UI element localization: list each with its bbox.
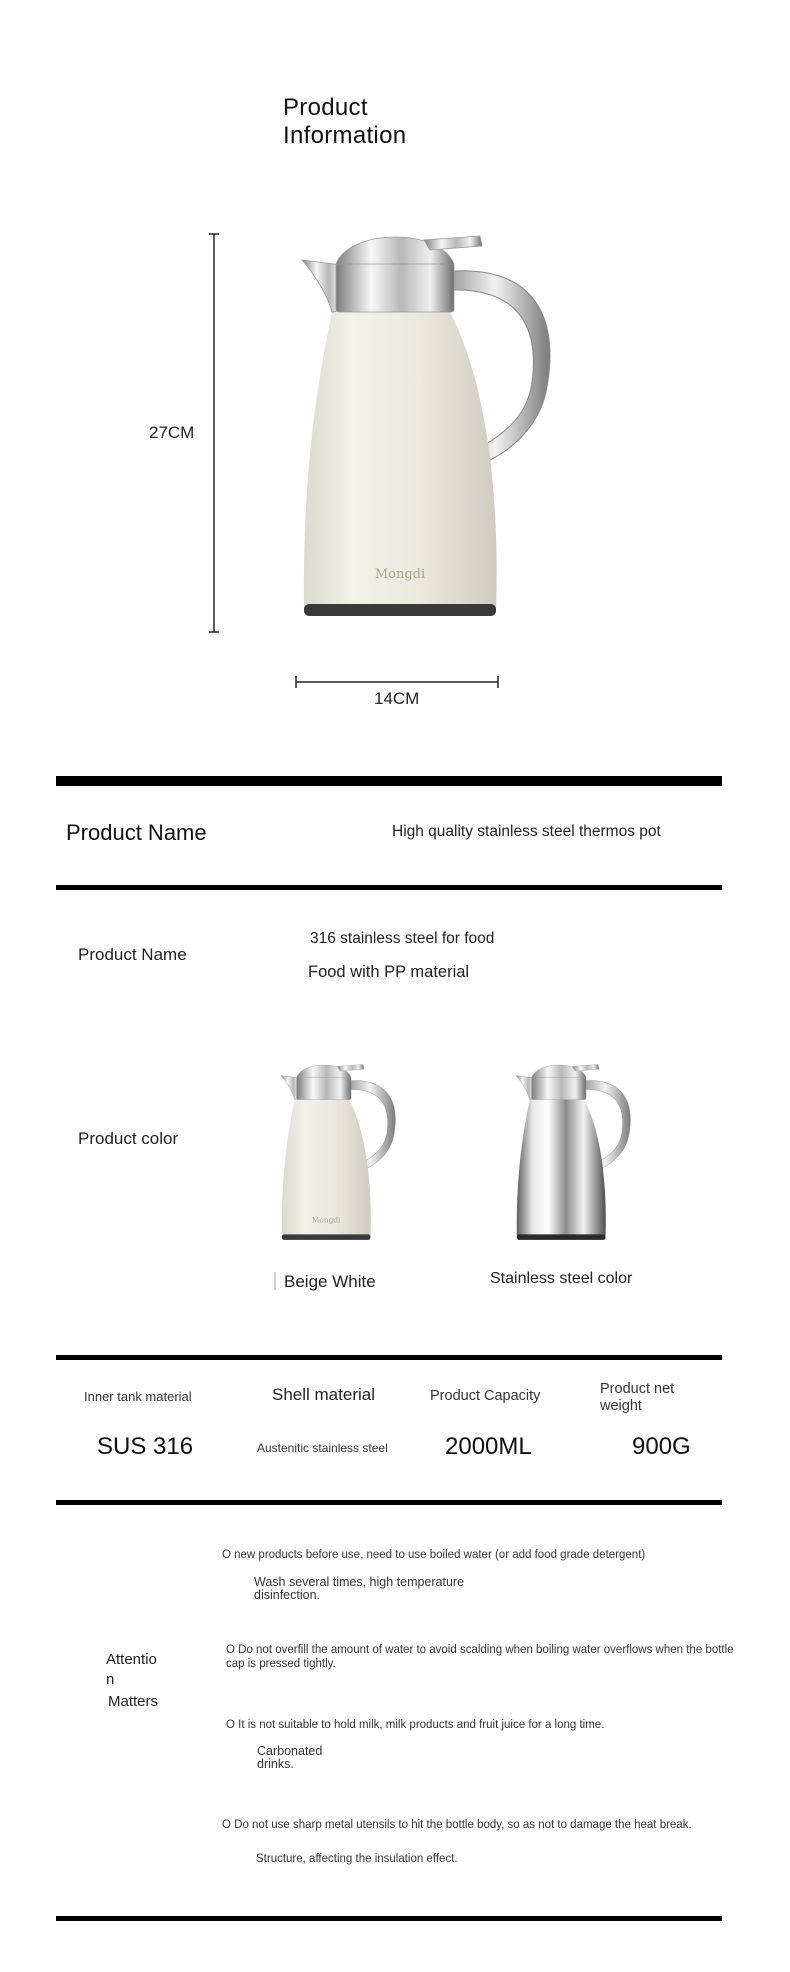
- divider-thick: [56, 776, 722, 786]
- color-option-stainless-image[interactable]: [515, 1060, 635, 1250]
- spec-weight-label-line1: Product net: [600, 1381, 675, 1397]
- attention-label-line1: Attentio: [106, 1651, 157, 1668]
- material-label: Product Name: [78, 945, 187, 964]
- color-option-beige-white-image[interactable]: [280, 1060, 400, 1250]
- attention-note-3-sub-line2: drinks.: [257, 1757, 294, 1771]
- divider: [56, 1355, 722, 1360]
- color-option-stainless-steel[interactable]: Stainless steel color: [490, 1270, 633, 1287]
- attention-note-2-line1: O Do not overfill the amount of water to avoid scalding when boiling water overflows when the bottle: [226, 1644, 734, 1656]
- logo-text-large: Mongdi: [374, 567, 426, 582]
- width-dimension-marker: [295, 675, 499, 689]
- logo-text-small: Mongdi: [311, 1215, 341, 1225]
- page-title-line2: Information: [283, 122, 407, 149]
- page-title-line1: Product: [283, 94, 368, 121]
- width-label: 14CM: [374, 689, 420, 708]
- spec-inner-tank-value: SUS 316: [97, 1433, 194, 1460]
- spec-shell-value: Austenitic stainless steel: [257, 1441, 388, 1455]
- divider: [56, 1500, 722, 1505]
- thermos-pot-image-large: [300, 232, 560, 632]
- product-color-label: Product color: [78, 1129, 179, 1148]
- attention-label-line2: n: [106, 1671, 115, 1688]
- divider: [56, 1916, 722, 1921]
- attention-note-1-sub-line2: disinfection.: [254, 1588, 321, 1602]
- spec-shell-label: Shell material: [272, 1385, 375, 1404]
- attention-note-3-sub: [257, 1745, 322, 1771]
- divider: [56, 885, 722, 890]
- height-label: 27CM: [149, 423, 195, 442]
- attention-label: [106, 1650, 158, 1712]
- attention-note-1: O new products before use, need to use boiled water (or add food grade detergent): [222, 1549, 646, 1561]
- spec-weight-label: [600, 1381, 674, 1415]
- attention-note-3: O It is not suitable to hold milk, milk products and fruit juice for a long time.: [226, 1719, 605, 1731]
- spec-inner-tank-label: Inner tank material: [84, 1389, 192, 1404]
- product-name-label: Product Name: [66, 820, 207, 845]
- spec-capacity-value: 2000ML: [445, 1433, 532, 1460]
- spec-weight-label-line2: weight: [600, 1398, 642, 1414]
- height-dimension-marker: [208, 233, 220, 633]
- attention-note-2-line2: cap is pressed tightly.: [226, 1658, 336, 1670]
- spec-weight-value: 900G: [632, 1433, 691, 1460]
- spec-capacity-label: Product Capacity: [430, 1388, 541, 1404]
- attention-note-3-sub-line1: Carbonated: [257, 1744, 323, 1758]
- attention-note-2: [226, 1643, 766, 1671]
- material-value-2: Food with PP material: [308, 963, 470, 981]
- product-name-value: High quality stainless steel thermos pot: [392, 823, 661, 840]
- material-value-1: 316 stainless steel for food: [310, 930, 495, 947]
- attention-note-1-sub-line1: Wash several times, high temperature: [254, 1575, 465, 1589]
- attention-note-1-sub: [254, 1576, 464, 1602]
- page-title: [283, 94, 406, 150]
- color-option-beige-white[interactable]: Beige White: [284, 1272, 376, 1291]
- attention-label-line3: Matters: [108, 1693, 159, 1710]
- attention-note-4-sub: Structure, affecting the insulation effect.: [256, 1853, 458, 1865]
- selection-marker: [274, 1272, 276, 1290]
- attention-note-4: O Do not use sharp metal utensils to hit the bottle body, so as not to damage the heat break.: [222, 1819, 692, 1831]
